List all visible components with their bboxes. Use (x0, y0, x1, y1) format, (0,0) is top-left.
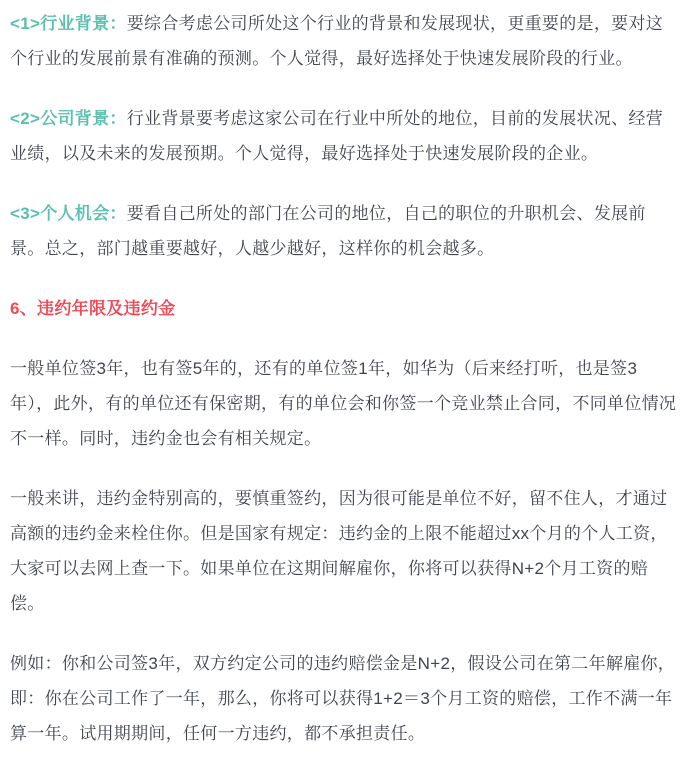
paragraph-penalty-cap: 一般来讲，违约金特别高的，要慎重签约，因为很可能是单位不好，留不住人，才通过高额的违约金来栓住你。但是国家有规定：违约金的上限不能超过xx个月的个人工资，大家可以去网上查一下。如果单位在这期间解雇你，你将可以获得N+2个月工资的赔偿。 (10, 489, 668, 613)
company-background-label: <2>公司背景： (10, 109, 127, 128)
numbered-item-personal-opportunity (10, 196, 679, 266)
numbered-item-industry-background (10, 6, 679, 76)
industry-background-text: 要综合考虑公司所处这个行业的背景和发展现状，更重要的是，要对这个行业的发展前景有准确的预测。个人觉得，最好选择处于快速发展阶段的行业。 (10, 14, 664, 68)
personal-opportunity-label: <3>个人机会： (10, 204, 127, 223)
paragraph-penalty-example: 例如：你和公司签3年，双方约定公司的违约赔偿金是N+2，假设公司在第二年解雇你，即：你在公司工作了一年，那么，你将可以获得1+2＝3个月工资的赔偿，工作不满一年算一年。试用期期间，任何一方违约，都不承担责任。 (10, 654, 676, 743)
section-heading-breach-terms: 6、违约年限及违约金 (10, 299, 176, 318)
personal-opportunity-text: 要看自己所处的部门在公司的地位，自己的职位的升职机会、发展前景。总之，部门越重要越好，人越少越好，这样你的机会越多。 (10, 204, 646, 258)
company-background-text: 行业背景要考虑这家公司在行业中所处的地位，目前的发展状况、经营业绩，以及未来的发展预期。个人觉得，最好选择处于快速发展阶段的企业。 (10, 109, 664, 163)
industry-background-label: <1>行业背景： (10, 14, 127, 33)
paragraph-contract-years: 一般单位签3年，也有签5年的，还有的单位签1年，如华为（后来经打听，也是签3年），此外，有的单位还有保密期，有的单位会和你签一个竞业禁止合同，不同单位情况不一样。同时，违约金也会有相关规定。 (10, 359, 677, 448)
numbered-item-company-background (10, 101, 679, 171)
